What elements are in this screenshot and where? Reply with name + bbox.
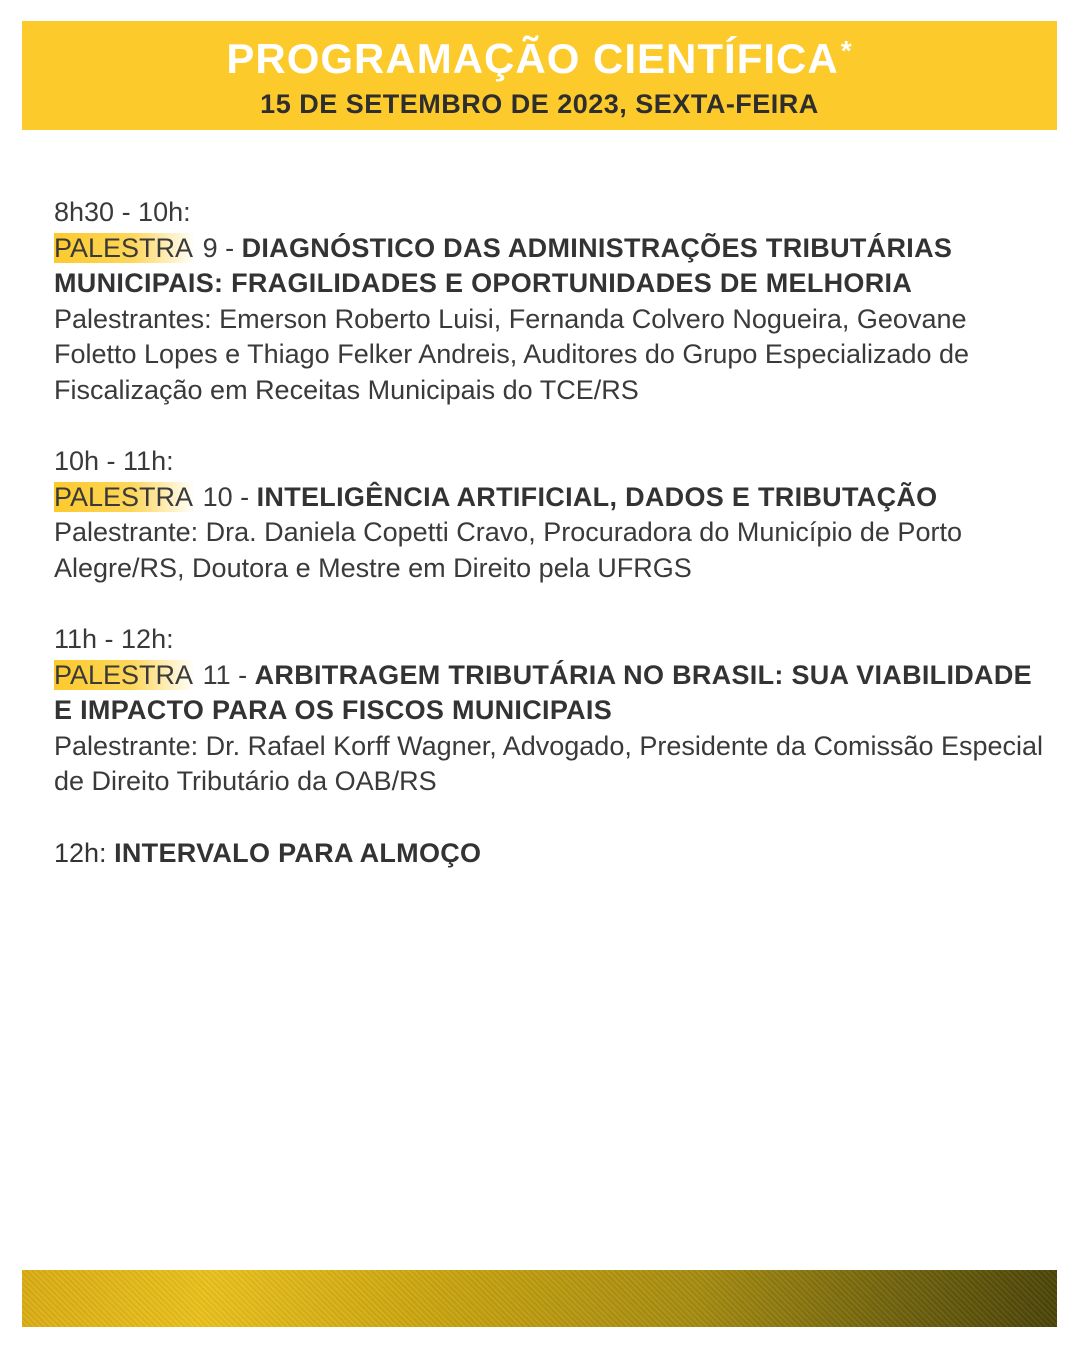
footer-gold-bar — [22, 1270, 1057, 1327]
session-time: 10h - 11h: — [54, 446, 174, 476]
session-speakers: Palestrante: Dra. Daniela Copetti Cravo, Procuradora do Município de Porto Alegre/RS, Doutora e Mestre em Direito pela UFRGS — [54, 517, 962, 583]
session-block-1 — [54, 195, 1044, 408]
session-number: 10 - — [195, 481, 257, 512]
session-time: 8h30 - 10h: — [54, 197, 191, 227]
session-tag: PALESTRA — [54, 232, 194, 263]
session-title: ARBITRAGEM TRIBUTÁRIA NO BRASIL: SUA VIABILIDADE E IMPACTO PARA OS FISCOS MUNICIPAIS — [54, 659, 1032, 725]
session-block-2 — [54, 444, 1044, 586]
session-speakers: Palestrante: Dr. Rafael Korff Wagner, Advogado, Presidente da Comissão Especial de Direito Tributário da OAB/RS — [54, 730, 1044, 796]
title-asterisk: * — [840, 35, 853, 66]
page-title-text: PROGRAMAÇÃO CIENTÍFICA — [226, 35, 839, 82]
break-title: INTERVALO PARA ALMOÇO — [114, 837, 482, 868]
session-time: 11h - 12h: — [54, 624, 174, 654]
page-title — [22, 35, 1057, 83]
session-tag: PALESTRA — [54, 659, 194, 690]
session-heading — [54, 231, 1044, 302]
session-title: INTELIGÊNCIA ARTIFICIAL, DADOS E TRIBUTAÇÃO — [256, 481, 938, 512]
lunch-break — [54, 836, 1044, 872]
session-number: 9 - — [195, 232, 242, 263]
session-heading — [54, 658, 1044, 729]
session-number: 11 - — [195, 659, 255, 690]
event-date: 15 DE SETEMBRO DE 2023, SEXTA-FEIRA — [260, 89, 819, 119]
break-time: 12h: — [54, 837, 115, 868]
session-block-3 — [54, 622, 1044, 800]
session-tag: PALESTRA — [54, 481, 194, 512]
header-banner — [22, 21, 1057, 130]
schedule-list — [54, 195, 1044, 907]
session-title: DIAGNÓSTICO DAS ADMINISTRAÇÕES TRIBUTÁRIAS MUNICIPAIS: FRAGILIDADES E OPORTUNIDADES DE MELHORIA — [54, 232, 953, 298]
session-heading — [54, 480, 1044, 516]
session-speakers: Palestrantes: Emerson Roberto Luisi, Fernanda Colvero Nogueira, Geovane Foletto Lopes e Thiago Felker Andreis, Auditores do Grupo Especializado de Fiscalização em Receitas Municipais do TCE/RS — [54, 303, 970, 405]
